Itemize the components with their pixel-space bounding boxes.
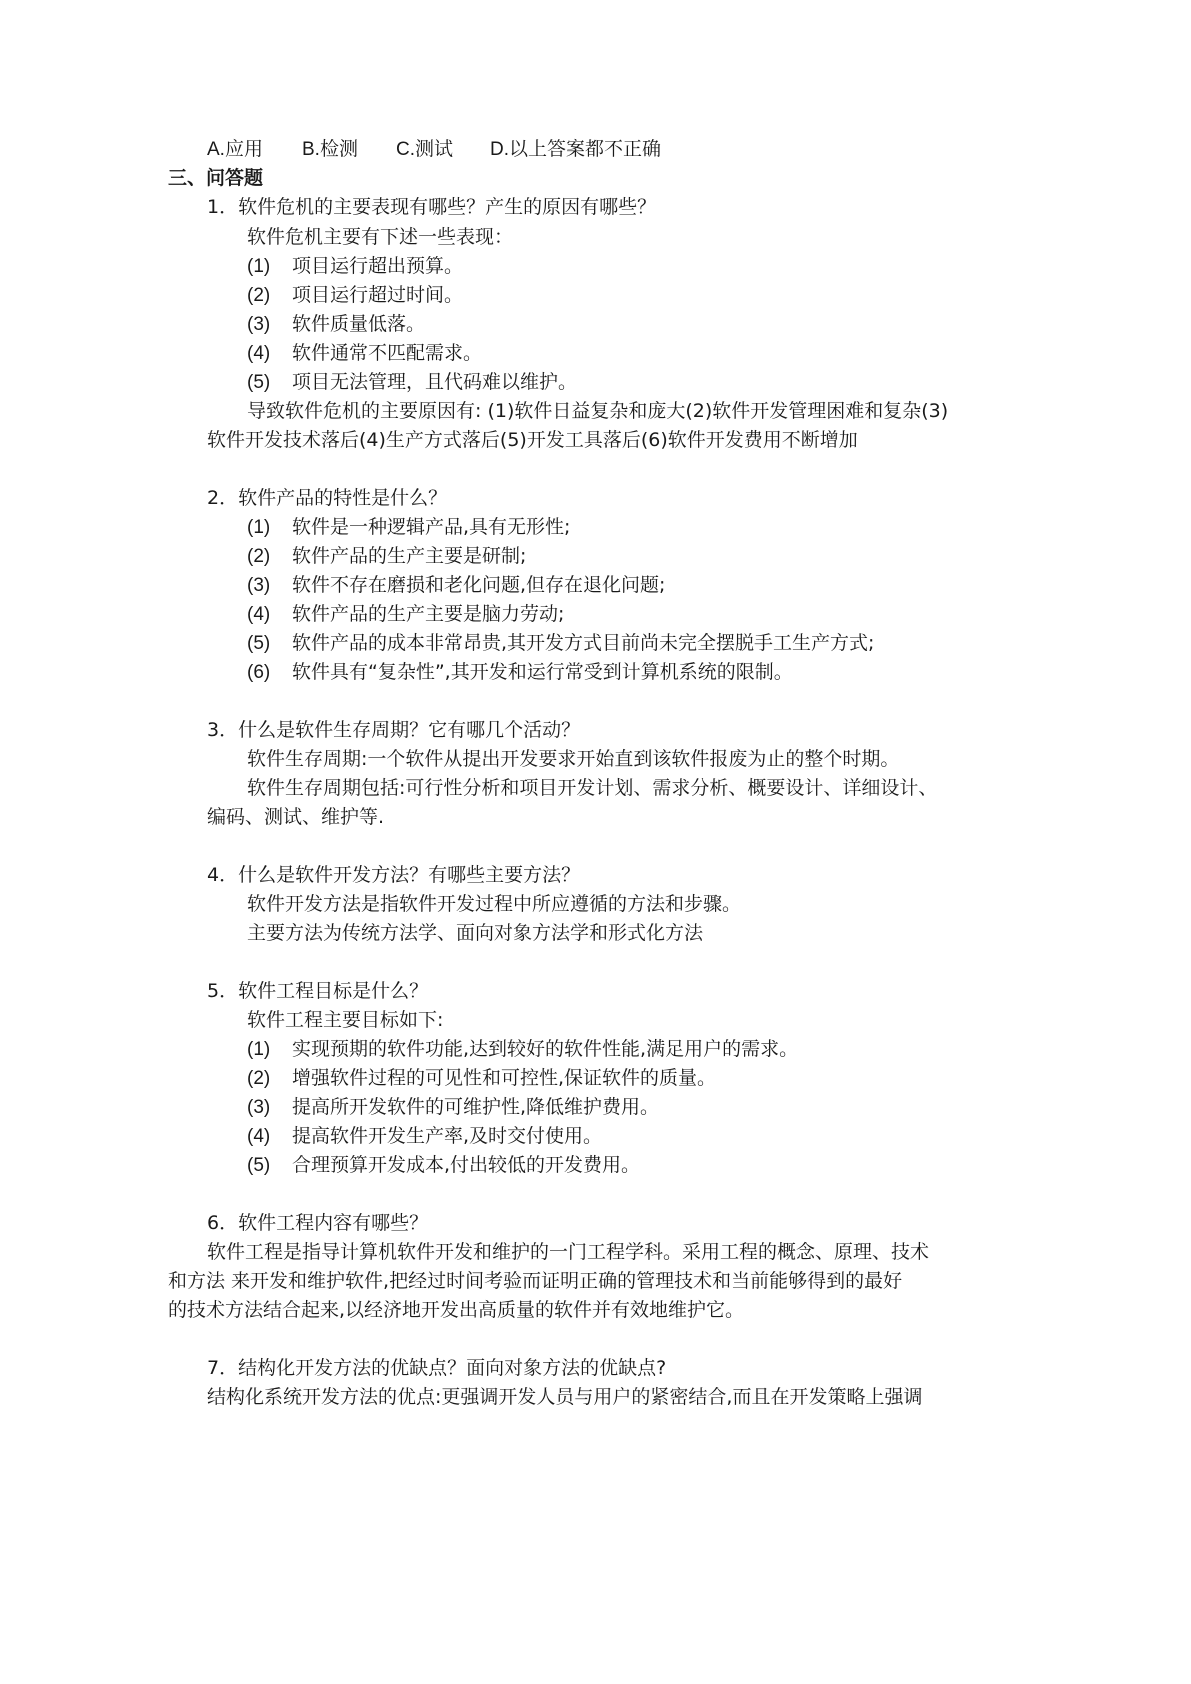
item-number: (2) (247, 1068, 271, 1089)
q1-cause-line1: 导致软件危机的主要原因有: (1)软件日益复杂和庞大(2)软件开发管理困难和复杂(3) (247, 400, 949, 422)
list-item (247, 1124, 602, 1149)
item-number: (2) (247, 546, 271, 567)
item-number: (4) (247, 1126, 271, 1147)
item-text: 软件是一种逻辑产品,具有无形性; (292, 516, 571, 538)
item-text: 提高所开发软件的可维护性,降低维护费用。 (292, 1096, 660, 1118)
item-number: (5) (247, 633, 271, 654)
item-number: (2) (247, 285, 271, 306)
q3-line2: 软件生存周期包括:可行性分析和项目开发计划、需求分析、概要设计、详细设计、 (247, 777, 938, 799)
list-item (247, 544, 526, 569)
option-d: D.以上答案都不正确 (490, 139, 662, 160)
list-item (247, 631, 874, 656)
q6-line3: 的技术方法结合起来,以经济地开发出高质量的软件并有效地维护它。 (168, 1299, 745, 1321)
item-number: (4) (247, 343, 271, 364)
list-item (247, 515, 570, 540)
item-text: 项目无法管理，且代码难以维护。 (292, 371, 578, 393)
item-text: 软件产品的成本非常昂贵,其开发方式目前尚未完全摆脱手工生产方式; (292, 632, 875, 654)
list-item (247, 283, 463, 308)
list-item (247, 1095, 659, 1120)
q2-question: 2．软件产品的特性是什么？ (207, 487, 448, 509)
q7-question: 7．结构化开发方法的优缺点？面向对象方法的优缺点? (207, 1357, 667, 1379)
item-text: 项目运行超过时间。 (292, 284, 464, 306)
q3-question: 3．什么是软件生存周期？它有哪几个活动？ (207, 719, 581, 741)
q1-intro: 软件危机主要有下述一些表现： (247, 226, 514, 248)
item-text: 实现预期的软件功能,达到较好的软件性能,满足用户的需求。 (292, 1038, 799, 1060)
item-number: (5) (247, 372, 271, 393)
item-text: 软件具有“复杂性”,其开发和运行常受到计算机系统的限制。 (292, 661, 793, 683)
item-text: 软件产品的生产主要是研制; (292, 545, 527, 567)
item-number: (5) (247, 1155, 271, 1176)
section-title: 三、问答题 (168, 167, 264, 189)
list-item (247, 1066, 716, 1091)
list-item (247, 573, 665, 598)
list-item (247, 660, 793, 685)
item-number: (4) (247, 604, 271, 625)
q4-line2: 主要方法为传统方法学、面向对象方法学和形式化方法 (247, 922, 704, 944)
option-a: A.应用 (207, 139, 263, 160)
q4-line1: 软件开发方法是指软件开发过程中所应遵循的方法和步骤。 (247, 893, 742, 915)
item-number: (1) (247, 256, 271, 277)
q5-question: 5．软件工程目标是什么？ (207, 980, 429, 1002)
list-item (247, 370, 577, 395)
item-text: 提高软件开发生产率,及时交付使用。 (292, 1125, 603, 1147)
q6-line2: 和方法 来开发和维护软件,把经过时间考验而证明正确的管理技术和当前能够得到的最好 (168, 1270, 903, 1292)
q3-line3: 编码、测试、维护等. (207, 806, 385, 828)
list-item (247, 1037, 798, 1062)
list-item (247, 602, 564, 627)
item-number: (1) (247, 1039, 271, 1060)
item-number: (3) (247, 314, 271, 335)
q7-line1: 结构化系统开发方法的优点:更强调开发人员与用户的紧密结合,而且在开发策略上强调 (207, 1386, 923, 1408)
option-b: B.检测 (302, 139, 358, 160)
item-text: 项目运行超出预算。 (292, 255, 464, 277)
item-text: 软件通常不匹配需求。 (292, 342, 483, 364)
item-text: 增强软件过程的可见性和可控性,保证软件的质量。 (292, 1067, 717, 1089)
list-item (247, 312, 425, 337)
item-number: (3) (247, 575, 271, 596)
list-item (247, 254, 463, 279)
q3-line1: 软件生存周期:一个软件从提出开发要求开始直到该软件报废为止的整个时期。 (247, 748, 900, 770)
q6-question: 6．软件工程内容有哪些？ (207, 1212, 429, 1234)
list-item (247, 341, 482, 366)
list-item (247, 1153, 640, 1178)
q4-question: 4．什么是软件开发方法？有哪些主要方法？ (207, 864, 581, 886)
item-number: (6) (247, 662, 271, 683)
q6-line1: 软件工程是指导计算机软件开发和维护的一门工程学科。采用工程的概念、原理、技术 (207, 1241, 930, 1263)
item-text: 合理预算开发成本,付出较低的开发费用。 (292, 1154, 641, 1176)
item-number: (3) (247, 1097, 271, 1118)
q1-question: 1．软件危机的主要表现有哪些？产生的原因有哪些？ (207, 196, 657, 218)
options-line (207, 137, 661, 162)
item-number: (1) (247, 517, 271, 538)
option-c: C.测试 (396, 139, 454, 160)
item-text: 软件不存在磨损和老化问题,但存在退化问题; (292, 574, 666, 596)
q1-cause-line2: 软件开发技术落后(4)生产方式落后(5)开发工具落后(6)软件开发费用不断增加 (207, 429, 858, 451)
q5-intro: 软件工程主要目标如下: (247, 1009, 444, 1031)
item-text: 软件质量低落。 (292, 313, 426, 335)
item-text: 软件产品的生产主要是脑力劳动; (292, 603, 565, 625)
